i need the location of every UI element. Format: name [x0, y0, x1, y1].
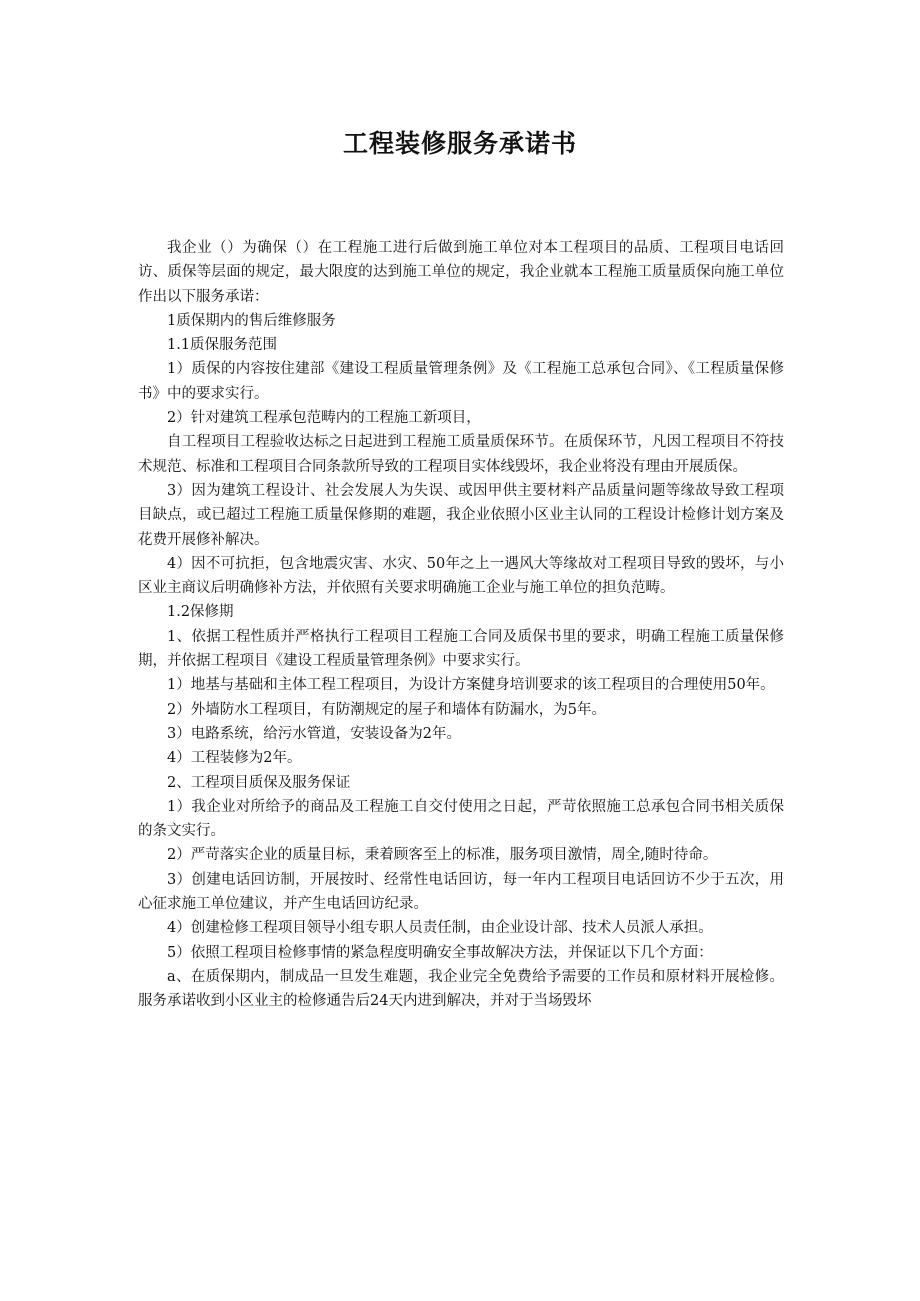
paragraph: 我企业（）为确保（）在工程施工进行后做到施工单位对本工程项目的品质、工程项目电话回访、质保等层面的规定，最大限度的达到施工单位的规定，我企业就本工程施工质量质保向施工单位作出以下服务承诺：: [138, 240, 784, 305]
document-body: [138, 236, 784, 1014]
paragraph: 2）外墙防水工程项目，有防潮规定的屋子和墙体有防漏水，为5年。: [167, 701, 606, 718]
paragraph: 5）依照工程项目检修事情的紧急程度明确安全事故解决方法，并保证以下几个方面：: [167, 944, 713, 961]
document-title: 工程装修服务承诺书: [342, 129, 577, 158]
paragraph: 3）因为建筑工程设计、社会发展人为失误、或因甲供主要材料产品质量问题等缘故导致工程项目缺点，或已超过工程施工质量保修期的难题，我企业依照小区业主认同的工程设计检修计划方案及花费开展修补解决。: [138, 482, 784, 548]
paragraph: 4）创建检修工程项目领导小组专职人员责任制，由企业设计部、技术人员派人承担。: [167, 920, 713, 937]
paragraph: 2）严苛落实企业的质量目标，秉着顾客至上的标准，服务项目激情，周全,随时待命。: [167, 847, 718, 864]
section-heading: 2、工程项目质保及服务保证: [167, 774, 351, 791]
paragraph: 4）因不可抗拒，包含地震灾害、水灾、50年之上一遇风大等缘故对工程项目导致的毁坏，与小区业主商议后明确修补方法，并依照有关要求明确施工企业与施工单位的担负范畴。: [138, 555, 784, 597]
paragraph: 1）我企业对所给予的商品及工程施工自交付使用之日起，严苛依照施工总承包合同书相关质保的条文实行。: [138, 798, 784, 840]
paragraph: 4）工程装修为2年。: [167, 750, 302, 767]
subsection-heading: 1.1质保服务范围: [167, 337, 278, 354]
paragraph: 2）针对建筑工程承包范畴内的工程施工新项目，: [167, 410, 481, 427]
paragraph: 1、依据工程性质并严格执行工程项目工程施工合同及质保书里的要求，明确工程施工质量保修期，并依据工程项目《建设工程质量管理条例》中要求实行。: [138, 628, 784, 670]
paragraph: a、在质保期内，制成品一旦发生难题，我企业完全免费给予需要的工作员和原材料开展检修。服务承诺收到小区业主的检修通告后24天内进到解决，并对于当场毁坏: [138, 968, 784, 1010]
paragraph: 1）地基与基础和主体工程工程项目，为设计方案健身培训要求的该工程项目的合理使用50年。: [167, 677, 775, 694]
paragraph: 1）质保的内容按住建部《建设工程质量管理条例》及《工程施工总承包合同》、《工程质量保修书》中的要求实行。: [138, 361, 784, 402]
subsection-heading: 1.2保修期: [167, 604, 234, 621]
paragraph: 3）创建电话回访制，开展按时、经常性电话回访，每一年内工程项目电话回访不少于五次，用心征求施工单位建议，并产生电话回访纪录。: [138, 871, 784, 913]
section-heading: 1质保期内的售后维修服务: [167, 312, 336, 329]
paragraph: 3）电路系统，给污水管道，安装设备为2年。: [167, 725, 461, 742]
paragraph: 自工程项目工程验收达标之日起进到工程施工质量质保环节。在质保环节，凡因工程项目不符技术规范、标准和工程项目合同条款所导致的工程项目实体线毁坏，我企业将没有理由开展质保。: [138, 434, 784, 475]
